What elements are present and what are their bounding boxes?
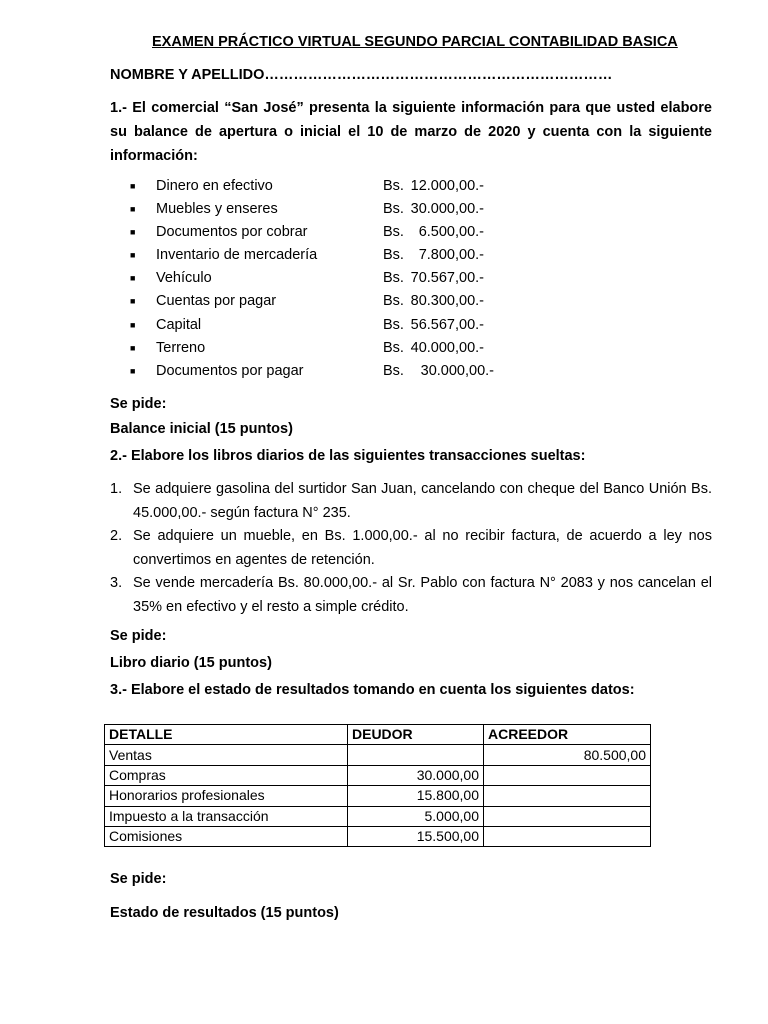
list-item: ■ Capital Bs. 56.567,00.- xyxy=(130,314,550,337)
table-row: Compras 30.000,00 xyxy=(105,765,651,785)
list-item: ■ Dinero en efectivo Bs. 12.000,00.- xyxy=(130,175,550,198)
list-item: 2. Se adquiere un mueble, en Bs. 1.000,00.- al no recibir factura, de acuerdo a ley nos convertimos en agentes de retención. xyxy=(110,528,712,568)
bullet-icon: ■ xyxy=(130,181,136,191)
bullet-icon: ■ xyxy=(130,227,136,238)
document-title: EXAMEN PRÁCTICO VIRTUAL SEGUNDO PARCIAL CONTABILIDAD BASICA xyxy=(152,34,678,50)
bullet-icon: ■ xyxy=(130,250,136,261)
bullet-icon: ■ xyxy=(130,319,136,330)
table-header-row: DETALLE DEUDOR ACREEDOR xyxy=(105,725,651,745)
table-row: Impuesto a la transacción 5.000,00 xyxy=(105,806,651,826)
bullet-icon: ■ xyxy=(130,204,136,215)
bullet-icon: ■ xyxy=(130,342,136,353)
list-item: ■ Cuentas por pagar Bs. 80.300,00.- xyxy=(130,290,550,313)
question-3-text: 3.- Elabore el estado de resultados tomando en cuenta los siguientes datos: xyxy=(110,682,635,698)
list-item: 1. Se adquiere gasolina del surtidor San Juan, cancelando con cheque del Banco Unión Bs. 45.000,00.- según factura N° 235. xyxy=(110,481,712,521)
question-2-text: 2.- Elabore los libros diarios de las siguientes transacciones sueltas: xyxy=(110,448,586,464)
bullet-icon: ■ xyxy=(130,365,136,376)
table-row: Ventas 80.500,00 xyxy=(105,745,651,765)
table-row: Comisiones 15.500,00 xyxy=(105,826,651,846)
transactions-list xyxy=(110,478,712,619)
q1-se-pide: Se pide: xyxy=(110,396,167,412)
income-data-table xyxy=(104,724,651,847)
list-item: 3. Se vende mercadería Bs. 80.000,00.- al Sr. Pablo con factura N° 2083 y nos cancelan el 35% en efectivo y el resto a simple crédito. xyxy=(110,575,712,615)
list-item: ■ Documentos por pagar Bs. 30.000,00.- xyxy=(130,360,550,383)
opening-balance-list xyxy=(130,175,550,383)
bullet-icon: ■ xyxy=(130,296,136,307)
question-1-text: 1.- El comercial “San José” presenta la siguiente información para que usted elabore su balance de apertura o inicial el 10 de marzo de 2020 y cuenta con la siguiente información: xyxy=(110,100,712,164)
list-item: ■ Inventario de mercadería Bs. 7.800,00.- xyxy=(130,244,550,267)
list-item: ■ Muebles y enseres Bs. 30.000,00.- xyxy=(130,198,550,221)
list-item: ■ Vehículo Bs. 70.567,00.- xyxy=(130,267,550,290)
name-field-label: NOMBRE Y APELLIDO……………………………………………………………… xyxy=(110,67,613,83)
list-item: ■ Documentos por cobrar Bs. 6.500,00.- xyxy=(130,221,550,244)
bullet-icon: ■ xyxy=(130,273,136,284)
table-row: Honorarios profesionales 15.800,00 xyxy=(105,786,651,806)
q3-task: Estado de resultados (15 puntos) xyxy=(110,905,339,921)
q2-se-pide: Se pide: xyxy=(110,628,167,644)
q3-se-pide: Se pide: xyxy=(110,871,167,887)
q1-task: Balance inicial (15 puntos) xyxy=(110,421,293,437)
list-item: ■ Terreno Bs. 40.000,00.- xyxy=(130,337,550,360)
q2-task: Libro diario (15 puntos) xyxy=(110,655,272,671)
